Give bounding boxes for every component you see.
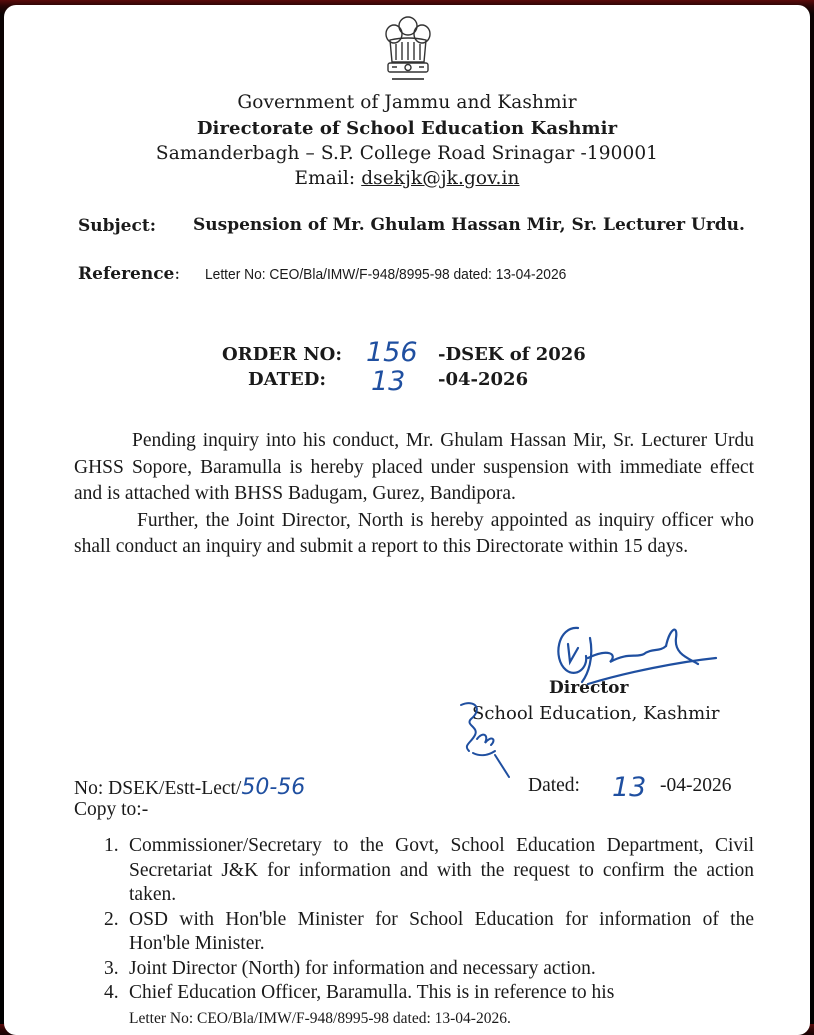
order-dated-handwritten: 13: [371, 366, 406, 397]
email-link[interactable]: dsekjk@jk.gov.in: [361, 168, 520, 189]
copy-list-item-reference: Letter No: CEO/Bla/IMW/F-948/8995-98 dated: 13-04-2026.: [129, 1009, 511, 1027]
order-dated-label: DATED:: [248, 369, 326, 390]
endorsement-dated-handwritten: 13: [612, 772, 647, 803]
email-label: Email:: [294, 168, 362, 189]
body-paragraph-1: Pending inquiry into his conduct, Mr. Ghulam Hassan Mir, Sr. Lecturer Urdu GHSS Sopore, Baramulla is hereby placed under suspension with immediate effect and is attached with BHSS Badugam, Gurez, Bandipora.: [74, 430, 754, 504]
endorsement-number: [74, 775, 305, 800]
copy-list-item: 1. Commissioner/Secretary to the Govt, School Education Department, Civil Secretariat J&K for information and with the request to confirm the action taken.: [104, 835, 754, 905]
endorsement-dated-label: Dated:: [528, 775, 580, 796]
copy-list-item: 4. Chief Education Officer, Baramulla. This is in reference to his Letter No: CEO/Bla/IMW/F-948/8995-98 dated: 13-04-2026.: [104, 982, 615, 1027]
header-address: Samanderbagh – S.P. College Road Srinagar -190001: [155, 143, 659, 164]
order-number-handwritten: 156: [366, 337, 418, 368]
order-dated-suffix: -04-2026: [438, 369, 529, 390]
header-government: Government of Jammu and Kashmir: [237, 92, 577, 113]
signatory-office: School Education, Kashmir: [472, 703, 720, 724]
national-emblem-icon: [378, 10, 438, 86]
body-paragraph-2: Further, the Joint Director, North is hereby appointed as inquiry officer who shall conduct an inquiry and submit a report to this Directorate within 15 days.: [74, 509, 754, 557]
copy-to-label: Copy to:-: [74, 799, 149, 820]
subject-text: Suspension of Mr. Ghulam Hassan Mir, Sr. Lecturer Urdu.: [193, 215, 745, 235]
copy-to-list: [104, 834, 754, 1031]
copy-list-item: 2. OSD with Hon'ble Minister for School Education for information of the Hon'ble Minister.: [104, 908, 754, 954]
endorsement-handwritten-number: 50-56: [241, 775, 306, 800]
order-body: [74, 428, 754, 561]
endorsement-dated-suffix: -04-2026: [660, 775, 732, 796]
endorsement-prefix: No: DSEK/Estt-Lect/: [74, 778, 242, 799]
reference-text: Letter No: CEO/Bla/IMW/F-948/8995-98 dated: 13-04-2026: [205, 266, 567, 283]
header-directorate: Directorate of School Education Kashmir: [196, 118, 618, 139]
initials-signature-icon: [455, 695, 515, 780]
reference-label: Reference:: [78, 264, 181, 284]
subject-label: Subject:: [78, 216, 156, 236]
signatory-title: Director: [549, 678, 629, 698]
order-number-suffix: -DSEK of 2026: [438, 344, 586, 365]
copy-list-item: 3. Joint Director (North) for information and necessary action.: [104, 957, 596, 979]
order-number-label: ORDER NO:: [222, 344, 342, 365]
header-email-line: [0, 168, 814, 189]
